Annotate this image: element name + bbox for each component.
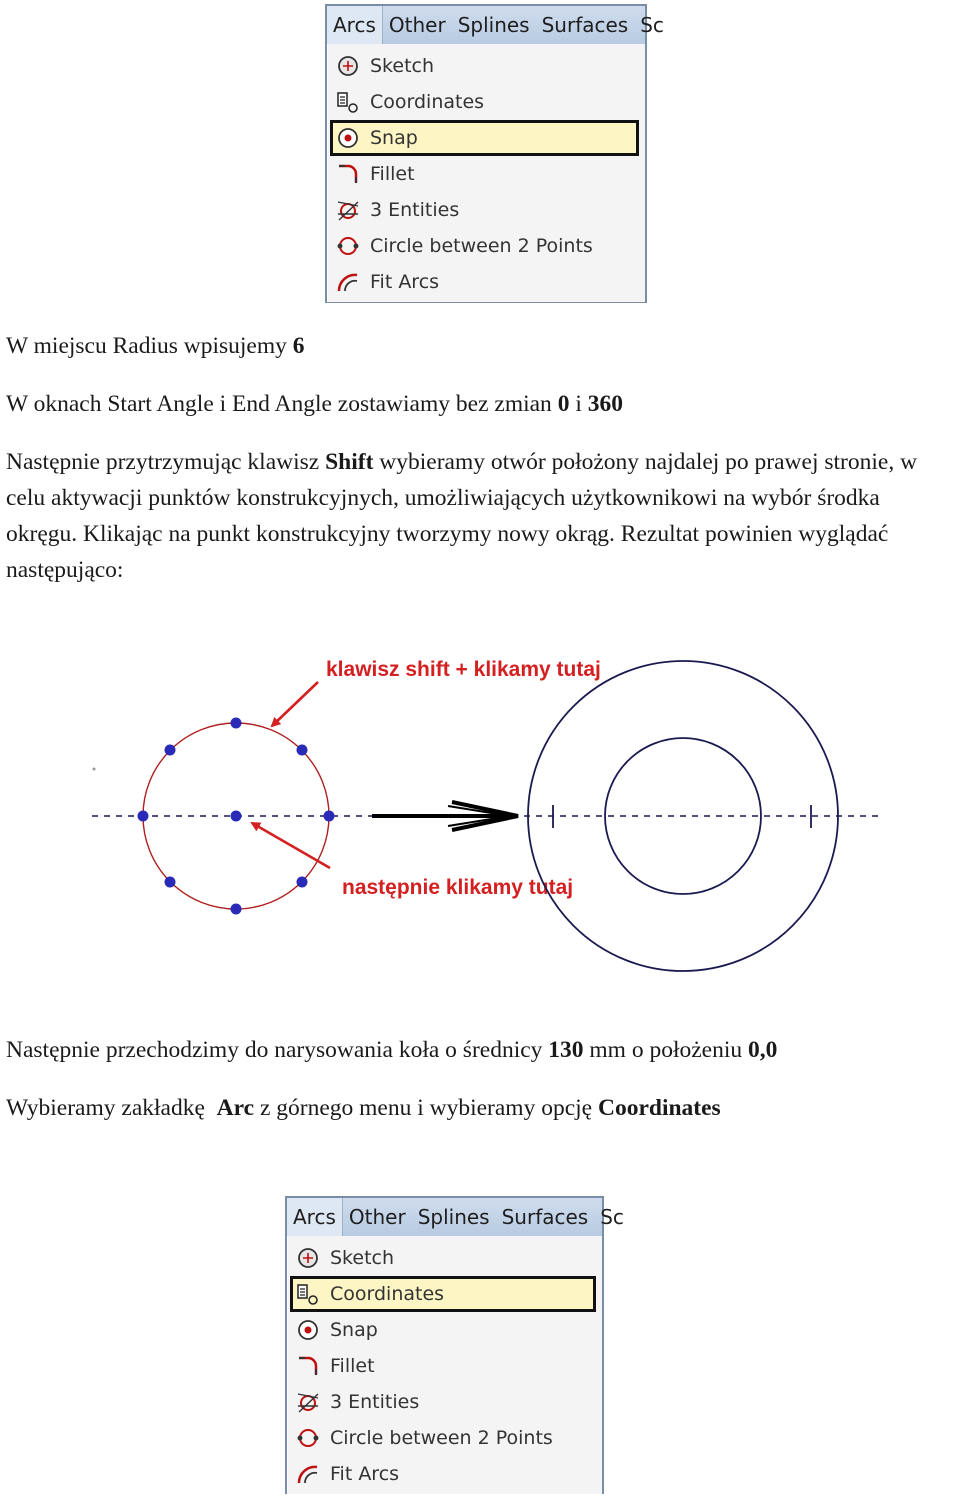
text: wybieramy otwór położony najdalej po prawej stronie, w celu aktywacji punktów konstrukcyjnych, umożliwiających użytkownikowi na wybór środka okręgu. Klikając na punkt konstrukcyjny tworzymy nowy okrąg. Rezultat powinien wyglądać następująco: (6, 449, 918, 583)
menu-item-fillet[interactable] (292, 1348, 598, 1384)
snap-icon (336, 126, 360, 150)
text: W oknach Start Angle i End Angle zostawiamy bez zmian (6, 391, 558, 417)
bold-text: 0,0 (748, 1037, 778, 1063)
sketch-icon (336, 54, 360, 78)
text: z górnego menu i wybieramy opcję (254, 1095, 598, 1121)
annotation-bottom: następnie klikamy tutaj (342, 876, 574, 899)
result-arrow (372, 802, 518, 830)
tab-other[interactable]: Other (388, 13, 446, 37)
three-entities-icon (336, 198, 360, 222)
bold-text: Shift (325, 449, 374, 475)
menu-bar (287, 1198, 624, 1236)
menu-item-label: Coordinates (370, 91, 485, 113)
fit-arcs-icon (296, 1462, 320, 1486)
menu-item-circle-between-2-points[interactable] (332, 228, 641, 264)
construction-point[interactable] (231, 718, 242, 729)
tab-surfaces[interactable]: Surfaces (541, 13, 629, 37)
text: Następnie przytrzymując klawisz (6, 449, 326, 475)
menu-item-label: Sketch (370, 55, 435, 77)
menu-item-sketch[interactable] (332, 48, 641, 84)
menu-item-label: Fillet (370, 163, 415, 185)
bold-text: 130 (548, 1037, 584, 1063)
snap-icon (296, 1318, 320, 1342)
text: W miejscu Radius wpisujemy (6, 333, 293, 359)
construction-point[interactable] (297, 745, 308, 756)
stray-point (93, 768, 96, 771)
tab-surfaces[interactable]: Surfaces (501, 1205, 589, 1229)
tab-sc[interactable]: Sc (600, 1205, 624, 1229)
bold-text: 0 (557, 391, 570, 417)
menu-item-fit-arcs[interactable] (292, 1456, 598, 1492)
text: Wybieramy zakładkę (6, 1095, 217, 1121)
center-construction-point[interactable] (231, 811, 242, 822)
menu-item-label: Fillet (330, 1355, 375, 1377)
tab-splines[interactable]: Splines (457, 13, 530, 37)
fit-arcs-icon (336, 270, 360, 294)
menu-item-label: Snap (330, 1319, 378, 1341)
menu-item-label: 3 Entities (370, 199, 460, 221)
menu-bar (327, 6, 664, 44)
tab-splines[interactable]: Splines (417, 1205, 490, 1229)
tab-other[interactable]: Other (348, 1205, 406, 1229)
paragraph-shift-instructions (6, 444, 956, 588)
tab-arcs[interactable]: Arcs (327, 6, 383, 44)
menu-item-sketch[interactable] (292, 1240, 598, 1276)
menu-item-3-entities[interactable] (332, 192, 641, 228)
three-entities-icon (296, 1390, 320, 1414)
annotation-top: klawisz shift + klikamy tutaj (326, 658, 601, 681)
text: mm o położeniu (583, 1037, 749, 1063)
coordinates-icon (296, 1282, 320, 1306)
menu-item-fit-arcs[interactable] (332, 264, 641, 300)
fillet-icon (296, 1354, 320, 1378)
paragraph-diameter (6, 1032, 956, 1068)
menu-item-label: Fit Arcs (370, 271, 440, 293)
menu-item-circle-between-2-points[interactable] (292, 1420, 598, 1456)
menu-item-snap[interactable] (292, 1312, 598, 1348)
menu-item-label: Coordinates (330, 1283, 445, 1305)
tab-sc[interactable]: Sc (640, 13, 664, 37)
menu-item-label: Circle between 2 Points (330, 1427, 553, 1449)
menu-item-label: Snap (370, 127, 418, 149)
menu-item-label: Fit Arcs (330, 1463, 400, 1485)
construction-point[interactable] (165, 877, 176, 888)
text: Następnie przechodzimy do narysowania koła o średnicy (6, 1037, 549, 1063)
dropdown-menu (287, 1236, 602, 1494)
paragraph-arc-tab (6, 1090, 956, 1126)
menu-item-coordinates[interactable] (290, 1276, 596, 1312)
construction-point[interactable] (297, 877, 308, 888)
menu-screenshot-top (325, 4, 664, 303)
construction-diagram (0, 630, 960, 980)
menu-screenshot-bottom (285, 1196, 624, 1494)
construction-point[interactable] (231, 904, 242, 915)
bold-text: 360 (587, 391, 623, 417)
sketch-icon (296, 1246, 320, 1270)
circle-two-points-icon (336, 234, 360, 258)
menu-item-label: Circle between 2 Points (370, 235, 593, 257)
tab-arcs[interactable]: Arcs (287, 1198, 343, 1236)
menu-item-fillet[interactable] (332, 156, 641, 192)
fillet-icon (336, 162, 360, 186)
construction-point[interactable] (165, 745, 176, 756)
circle-two-points-icon (296, 1426, 320, 1450)
menu-item-snap[interactable] (330, 120, 639, 156)
menu-item-3-entities[interactable] (292, 1384, 598, 1420)
coordinates-icon (336, 90, 360, 114)
text: i (569, 391, 588, 417)
menu-item-coordinates[interactable] (332, 84, 641, 120)
annotation-arrow-bottom (252, 823, 330, 868)
bold-text: Arc (216, 1095, 255, 1121)
bold-text: Coordinates (597, 1095, 721, 1121)
construction-point[interactable] (324, 811, 335, 822)
menu-item-label: 3 Entities (330, 1391, 420, 1413)
bold-text: 6 (292, 333, 305, 359)
paragraph-angles (6, 386, 956, 422)
annotation-arrow-top (272, 682, 318, 726)
paragraph-radius (6, 328, 956, 364)
dropdown-menu (327, 44, 645, 302)
construction-point[interactable] (138, 811, 149, 822)
menu-item-label: Sketch (330, 1247, 395, 1269)
